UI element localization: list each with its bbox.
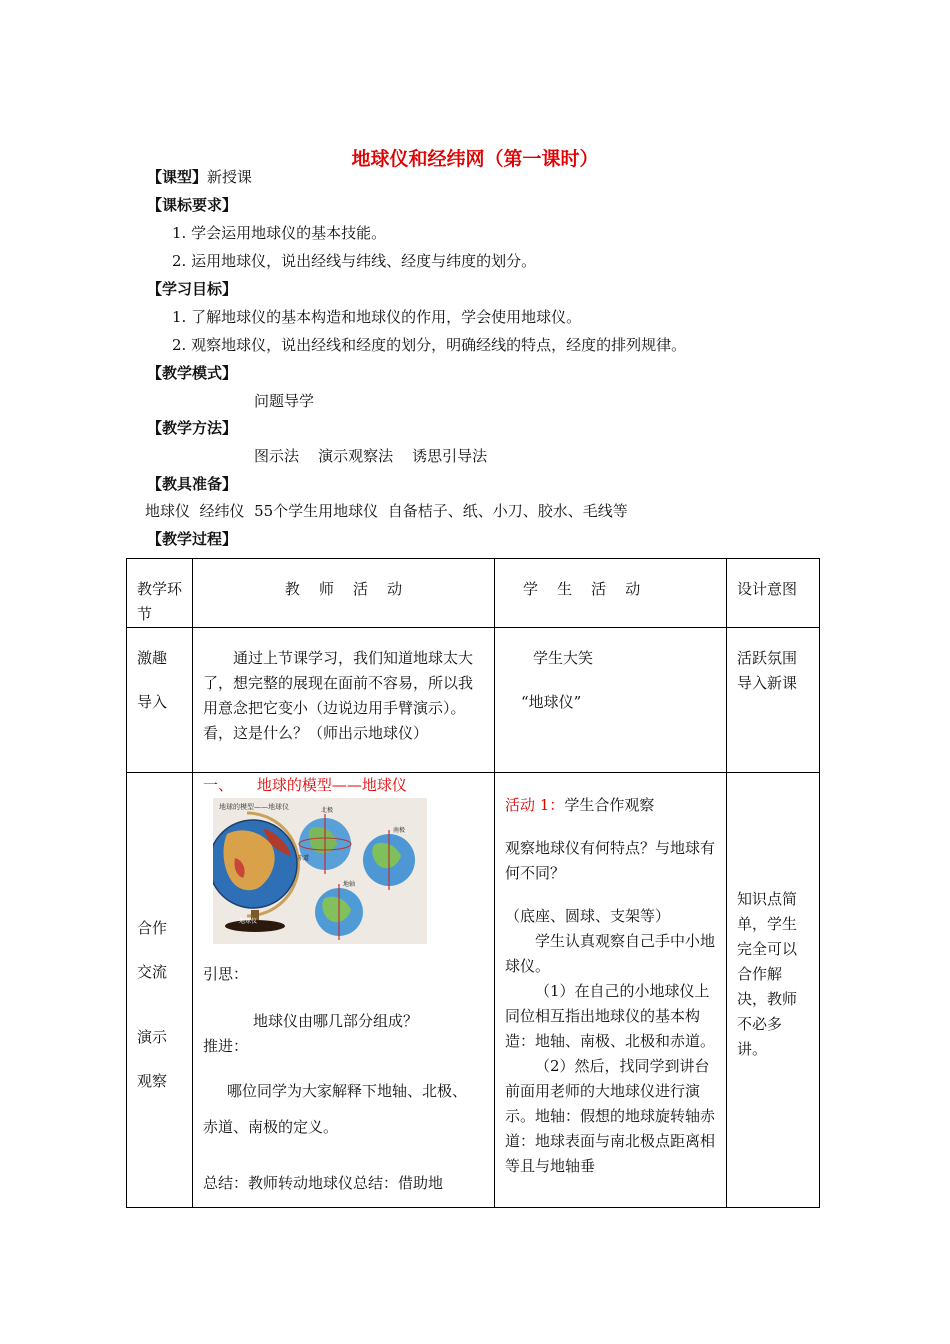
image-label: 赤道 [297,855,310,862]
teacher-line: 引思： [203,965,249,983]
method-value: 图示法 演示观察法 诱思引导法 [254,447,488,465]
teacher-activity-cell [193,773,495,1208]
image-label: 北极 [321,807,334,814]
image-label: 南极 [393,827,406,834]
teacher-line: 哪位同学为大家解释下地轴、北极、赤道、南极的定义。 [203,1082,468,1136]
curriculum-heading: 【课标要求】 [147,196,238,214]
teacher-line: 总结：教师转动地球仪总结：借助地 [203,1174,444,1192]
student-line: 学生大笑 [533,649,594,667]
objectives-heading: 【学习目标】 [147,280,238,298]
student-activity-cell [495,628,727,773]
student-line: 学生认真观察自己手中小地球仪。 [505,932,716,975]
globe-model-image [213,798,427,944]
student-line: 观察地球仪有何特点？与地球有何不同？ [505,839,716,882]
table-row [127,773,820,1208]
table-header-row [127,559,820,628]
stage-line: 观察 [137,1072,168,1090]
section-heading: 一、 地球的模型——地球仪 [203,776,407,794]
teacher-activity-cell: 通过上节课学习，我们知道地球太大了，想完整的展现在面前不容易，所以我用意念把它变小（边说边用手臂演示）。看，这是什么？（师出示地球仪） [193,628,495,773]
lesson-type-label: 【课型】 [147,168,208,186]
lesson-type-value: 新授课 [207,168,253,186]
student-activity-cell [495,773,727,1208]
stage-line: 演示 [137,1028,168,1046]
student-line: （1）在自己的小地球仪上同位相互指出地球仪的基本构造：地轴、南极、北极和赤道。 [505,982,716,1050]
student-line: “地球仪” [521,693,582,711]
process-heading: 【教学过程】 [147,530,238,548]
stage-line: 合作 [137,919,168,937]
stage-cell [127,773,193,1208]
intent-cell: 活跃氛围导入新课 [727,628,820,773]
process-table [126,558,820,1208]
image-label: 地轴 [343,881,356,888]
activity-title-line [505,793,716,818]
image-caption: 地球的模型——地球仪 [219,803,289,811]
header-teacher: 教 师 活 动 [193,559,495,628]
header-stage: 教学环节 [127,559,193,628]
page-title: 地球仪和经纬网（第一课时） [351,148,599,170]
activity-label: 活动 1： [505,796,565,814]
activity-title: 学生合作观察 [564,796,655,814]
stage-line: 导入 [137,693,168,711]
stage-line: 激趣 [137,649,168,667]
mode-value: 问题导学 [254,392,315,410]
mode-heading: 【教学模式】 [147,364,238,382]
method-heading: 【教学方法】 [147,419,238,437]
student-line: （底座、圆球、支架等） [505,907,671,925]
curriculum-item: 1. 学会运用地球仪的基本技能。 [172,224,387,242]
stage-cell [127,628,193,773]
student-line: （2）然后，找同学到讲台前面用老师的大地球仪进行演示。地轴：假想的地球旋转轴赤道：地球表面与南北极点距离相等且与地轴垂 [505,1057,716,1175]
objective-item: 2. 观察地球仪，说出经线和经度的划分，明确经线的特点，经度的排列规律。 [172,336,687,354]
curriculum-item: 2. 运用地球仪，说出经线与纬线、经度与纬度的划分。 [172,252,537,270]
intent-cell: 知识点简单，学生完全可以合作解决，教师不必多讲。 [727,773,820,1208]
stage-line: 交流 [137,963,168,981]
lesson-type-row [147,166,252,187]
tools-heading: 【教具准备】 [147,475,238,493]
table-row [127,628,820,773]
teacher-line: 推进： [203,1037,249,1055]
header-student: 学 生 活 动 [495,559,727,628]
tools-value: 地球仪 经纬仪 55个学生用地球仪 自备桔子、纸、小刀、胶水、毛线等 [145,502,628,520]
objective-item: 1. 了解地球仪的基本构造和地球仪的作用，学会使用地球仪。 [172,308,582,326]
image-label: 地球仪 [239,918,258,925]
header-intent: 设计意图 [727,559,820,628]
teacher-line: 地球仪由哪几部分组成？ [253,1012,419,1030]
